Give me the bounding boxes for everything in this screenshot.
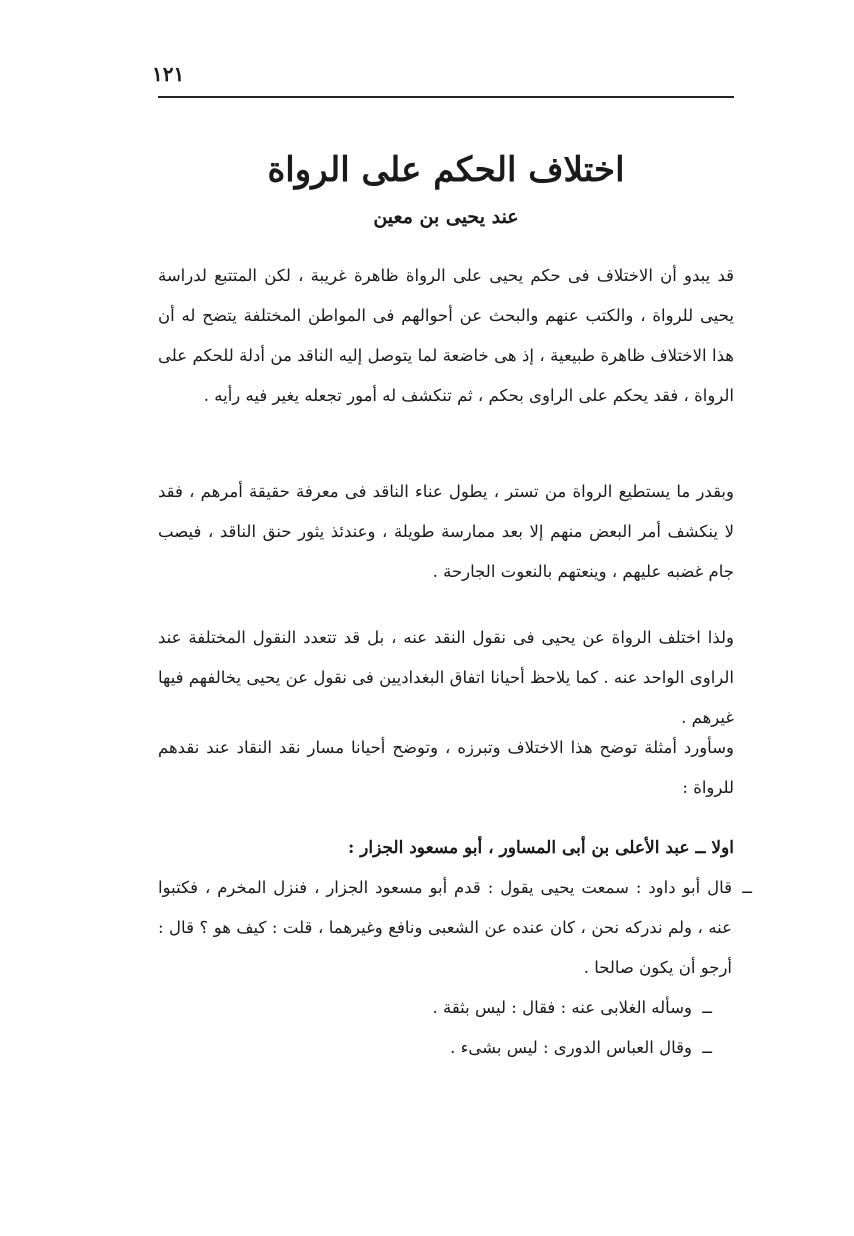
dash-marker: ــ [742, 878, 752, 897]
quote-list [158, 868, 752, 1068]
header-rule [158, 96, 734, 98]
paragraph-1: قد يبدو أن الاختلاف فى حكم يحيى على الرواة ظاهرة غريبة ، لكن المتتبع لدراسة يحيى للرواة ، والكتب عنهم والبحث عن أحوالهم فى المواطن المختلفة يتضح له أن هذا الاختلاف ظاهرة طبيعية ، إذ هى خاضعة لما يتوصل إليه الناقد من أدلة للحكم على الرواة ، فقد يحكم على الراوى بحكم ، ثم تنكشف له أمور تجعله يغير فيه رأيه . [158, 266, 734, 405]
quote-text: وسأله الغلابى عنه : فقال : ليس بثقة . [432, 998, 692, 1017]
quote-item [158, 1028, 748, 1068]
quote-text: وقال العباس الدورى : ليس بشىء . [450, 1038, 692, 1057]
paragraph-4: وسأورد أمثلة توضح هذا الاختلاف وتبرزه ، وتوضح أحيانا مسار نقد النقاد عند نقدهم للرواة : [158, 738, 734, 797]
paragraph-3: ولذا اختلف الرواة عن يحيى فى نقول النقد عنه ، بل قد تتعدد النقول المختلفة عند الراوى الواحد عنه . كما يلاحظ أحيانا اتفاق البغداديين فى نقول عن يحيى يخالفهم فيها غيرهم . [158, 628, 734, 727]
section-heading: اولا ــ عبد الأعلى بن أبى المساور ، أبو مسعود الجزار : [347, 838, 734, 858]
dash-marker: ــ [702, 998, 712, 1017]
quote-text: قال أبو داود : سمعت يحيى يقول : قدم أبو مسعود الجزار ، فنزل المخرم ، فكتبوا عنه ، ولم ندركه نحن ، كان عنده عن الشعبى ونافع وغيرهما ، قلت : كيف هو ؟ قال : أرجو أن يكون صالحا . [158, 878, 732, 977]
quote-item [158, 868, 752, 988]
paragraph-2: وبقدر ما يستطيع الرواة من تستر ، يطول عناء الناقد فى معرفة حقيقة أمرهم ، فقد لا ينكشف أمر البعض منهم إلا بعد ممارسة طويلة ، وعندئذ يثور حنق الناقد ، فيصب جام غضبه عليهم ، وينعتهم بالنعوت الجارحة . [158, 482, 734, 581]
chapter-subtitle: عند يحيى بن معين [373, 206, 519, 228]
quote-item [158, 988, 748, 1028]
chapter-title: اختلاف الحكم على الرواة [267, 150, 625, 190]
page-number: ١٢١ [152, 62, 185, 86]
dash-marker: ــ [702, 1038, 712, 1057]
